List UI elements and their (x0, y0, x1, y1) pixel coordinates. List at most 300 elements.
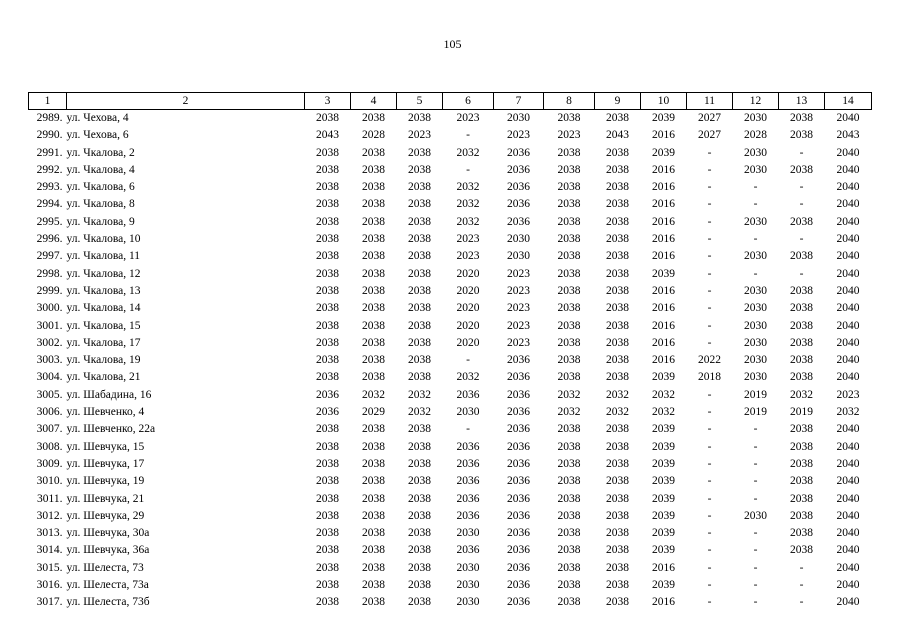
year-cell: 2039 (652, 475, 675, 488)
year-cell: 2038 (408, 492, 431, 505)
year-cell: - (753, 527, 758, 540)
column-header-12: 12 (733, 93, 779, 110)
year-cell: 2038 (606, 492, 629, 505)
row-number: 3015. (36, 561, 63, 574)
address-cell: ул. Чкалова, 2 (66, 146, 135, 159)
year-cell: 2040 (836, 354, 860, 367)
row-number: 3005. (36, 388, 63, 401)
year-cell: 2040 (836, 319, 860, 332)
row-number: 2996. (36, 233, 63, 246)
year-cell: - (753, 579, 758, 592)
year-cell: 2039 (652, 579, 675, 592)
year-cell: 2039 (652, 146, 675, 159)
year-cell: 2038 (606, 215, 629, 228)
year-cell: 2038 (606, 112, 629, 124)
year-cell: 2038 (557, 596, 581, 609)
year-cell: 2038 (316, 267, 339, 280)
year-cell: - (707, 181, 712, 194)
year-cell: 2019 (744, 406, 767, 419)
year-cell: 2040 (836, 371, 860, 384)
year-cell: - (707, 579, 712, 592)
year-cell: 2036 (456, 457, 480, 470)
address-cell: ул. Чкалова, 13 (66, 284, 141, 297)
year-cell: 2038 (362, 302, 385, 315)
year-cell: 2023 (507, 284, 530, 297)
year-cell: 2038 (362, 457, 385, 470)
year-cell: 2038 (316, 475, 339, 488)
table-row (29, 196, 872, 213)
year-cell: 2039 (652, 492, 675, 505)
year-cell: 2038 (790, 544, 813, 557)
year-cell: 2039 (652, 112, 675, 124)
year-cell: 2038 (790, 492, 813, 505)
year-cell: 2038 (557, 544, 581, 557)
year-cell: 2038 (557, 233, 581, 246)
year-cell: 2036 (507, 596, 530, 609)
year-cell: 2038 (606, 544, 629, 557)
year-cell: 2016 (652, 319, 675, 332)
row-number: 2997. (36, 250, 63, 263)
year-cell: 2038 (408, 215, 431, 228)
column-header-2: 2 (67, 93, 305, 110)
table-row (29, 266, 872, 283)
table-row (29, 421, 872, 438)
row-number: 3010. (36, 475, 63, 488)
year-cell: 2038 (362, 596, 385, 609)
year-cell: 2023 (507, 319, 530, 332)
year-cell: 2030 (744, 371, 767, 384)
year-cell: 2038 (790, 284, 813, 297)
year-cell: 2038 (606, 302, 629, 315)
year-cell: 2036 (507, 423, 530, 436)
row-number: 3001. (36, 319, 63, 332)
year-cell: 2038 (408, 336, 431, 349)
year-cell: 2038 (790, 371, 813, 384)
year-cell: 2040 (836, 181, 860, 194)
row-number: 2994. (36, 198, 63, 211)
year-cell: 2038 (557, 475, 581, 488)
year-cell: 2038 (316, 284, 339, 297)
year-cell: 2038 (408, 509, 431, 522)
year-cell: 2038 (362, 267, 385, 280)
year-cell: 2032 (652, 406, 675, 419)
year-cell: - (707, 509, 712, 522)
year-cell: 2036 (507, 181, 530, 194)
year-cell: 2036 (507, 198, 530, 211)
year-cell: 2036 (507, 354, 530, 367)
year-cell: 2038 (557, 284, 581, 297)
year-cell: 2023 (836, 388, 860, 401)
year-cell: - (799, 181, 804, 194)
year-cell: 2036 (456, 492, 480, 505)
year-cell: 2038 (316, 181, 339, 194)
column-header-13: 13 (779, 93, 825, 110)
year-cell: 2038 (362, 319, 385, 332)
year-cell: 2038 (606, 509, 629, 522)
year-cell: 2038 (362, 544, 385, 557)
table-row (29, 335, 872, 352)
address-cell: ул. Шевчука, 29 (66, 509, 145, 522)
row-number: 3007. (36, 423, 63, 436)
year-cell: - (799, 233, 804, 246)
year-cell: 2038 (408, 457, 431, 470)
year-cell: 2038 (557, 492, 581, 505)
year-cell: 2038 (408, 181, 431, 194)
year-cell: 2032 (456, 215, 480, 228)
year-cell: 2030 (744, 354, 767, 367)
column-header-7: 7 (494, 93, 544, 110)
year-cell: - (707, 596, 712, 609)
year-cell: 2038 (557, 181, 581, 194)
year-cell: - (753, 475, 758, 488)
year-cell: 2038 (557, 354, 581, 367)
year-cell: 2023 (507, 336, 530, 349)
year-cell: 2016 (652, 129, 675, 142)
column-header-6: 6 (443, 93, 494, 110)
year-cell: 2036 (507, 371, 530, 384)
row-number: 3013. (36, 527, 63, 540)
year-cell: 2038 (408, 319, 431, 332)
year-cell: 2040 (836, 544, 860, 557)
address-cell: ул. Чкалова, 12 (66, 267, 141, 280)
address-cell: ул. Шевчука, 30а (66, 527, 150, 540)
year-cell: 2038 (362, 579, 385, 592)
year-cell: 2038 (557, 215, 581, 228)
year-cell: 2039 (652, 423, 675, 436)
year-cell: 2036 (456, 509, 480, 522)
address-cell: ул. Чкалова, 9 (66, 215, 135, 228)
year-cell: 2038 (557, 336, 581, 349)
year-cell: 2038 (408, 579, 431, 592)
year-cell: 2038 (408, 527, 431, 540)
year-cell: 2022 (698, 354, 721, 367)
year-cell: 2038 (557, 250, 581, 263)
year-cell: 2043 (836, 129, 860, 142)
address-cell: ул. Чкалова, 14 (66, 302, 141, 315)
year-cell: - (707, 198, 712, 211)
year-cell: - (707, 440, 712, 453)
table-row (29, 473, 872, 490)
year-cell: - (707, 544, 712, 557)
row-number: 2999. (36, 284, 63, 297)
year-cell: 2038 (557, 302, 581, 315)
year-cell: 2038 (606, 284, 629, 297)
year-cell: 2038 (408, 233, 431, 246)
year-cell: 2038 (606, 198, 629, 211)
year-cell: 2038 (362, 215, 385, 228)
year-cell: 2036 (507, 527, 530, 540)
year-cell: 2032 (456, 181, 480, 194)
year-cell: 2038 (790, 112, 813, 124)
year-cell: 2040 (836, 215, 860, 228)
year-cell: - (707, 215, 712, 228)
year-cell: 2039 (652, 457, 675, 470)
year-cell: 2038 (606, 423, 629, 436)
row-number: 3012. (36, 509, 63, 522)
year-cell: 2036 (507, 475, 530, 488)
year-cell: 2038 (790, 457, 813, 470)
table-row (29, 577, 872, 594)
year-cell: 2038 (316, 354, 339, 367)
row-number: 3004. (36, 371, 63, 384)
table-row (29, 214, 872, 231)
year-cell: 2019 (790, 406, 813, 419)
year-cell: 2038 (316, 527, 339, 540)
year-cell: - (799, 267, 804, 280)
year-cell: 2038 (557, 319, 581, 332)
year-cell: 2040 (836, 267, 860, 280)
year-cell: 2038 (408, 163, 431, 176)
year-cell: 2038 (606, 336, 629, 349)
year-cell: - (753, 561, 758, 574)
year-cell: - (707, 561, 712, 574)
address-cell: ул. Шабадина, 16 (66, 388, 152, 401)
year-cell: 2016 (652, 336, 675, 349)
year-cell: 2038 (316, 492, 339, 505)
column-header-1: 1 (29, 93, 67, 110)
address-cell: ул. Шевченко, 4 (66, 406, 145, 419)
year-cell: 2023 (507, 267, 530, 280)
year-cell: 2036 (507, 440, 530, 453)
year-cell: 2038 (408, 250, 431, 263)
year-cell: - (466, 354, 470, 367)
year-cell: 2032 (652, 388, 675, 401)
year-cell: 2036 (507, 388, 530, 401)
year-cell: 2020 (456, 267, 480, 280)
row-number: 3003. (36, 354, 63, 367)
year-cell: 2038 (790, 129, 813, 142)
year-cell: - (753, 233, 758, 246)
year-cell: 2030 (744, 112, 767, 124)
year-cell: 2038 (408, 423, 431, 436)
year-cell: - (753, 544, 758, 557)
year-cell: - (753, 423, 758, 436)
year-cell: 2030 (507, 233, 530, 246)
year-cell: - (707, 492, 712, 505)
year-cell: - (799, 146, 804, 159)
table-row (29, 283, 872, 300)
year-cell: 2038 (362, 146, 385, 159)
address-cell: ул. Шелеста, 73а (66, 579, 149, 592)
year-cell: 2036 (507, 215, 530, 228)
year-cell: 2036 (507, 163, 530, 176)
year-cell: - (799, 579, 804, 592)
year-cell: 2040 (836, 233, 860, 246)
year-cell: 2016 (652, 163, 675, 176)
year-cell: 2038 (316, 371, 339, 384)
year-cell: 2016 (652, 198, 675, 211)
year-cell: 2040 (836, 596, 860, 609)
year-cell: 2040 (836, 198, 860, 211)
year-cell: - (753, 198, 758, 211)
year-cell: 2038 (606, 267, 629, 280)
year-cell: 2036 (507, 579, 530, 592)
year-cell: 2016 (652, 596, 675, 609)
year-cell: 2036 (507, 406, 530, 419)
address-cell: ул. Чкалова, 15 (66, 319, 141, 332)
row-number: 3014. (36, 544, 63, 557)
year-cell: 2038 (790, 215, 813, 228)
year-cell: 2038 (362, 233, 385, 246)
year-cell: 2038 (362, 475, 385, 488)
year-cell: 2038 (408, 371, 431, 384)
year-cell: 2038 (790, 250, 813, 263)
row-number: 3009. (36, 457, 63, 470)
row-number: 3016. (36, 579, 63, 592)
address-cell: ул. Шелеста, 73 (66, 561, 144, 574)
year-cell: 2040 (836, 509, 860, 522)
year-cell: 2030 (456, 527, 480, 540)
year-cell: - (753, 596, 758, 609)
year-cell: 2020 (456, 302, 480, 315)
year-cell: - (707, 406, 712, 419)
year-cell: 2038 (606, 354, 629, 367)
year-cell: 2038 (408, 146, 431, 159)
table-row (29, 179, 872, 196)
year-cell: 2023 (557, 129, 581, 142)
address-cell: ул. Шевчука, 17 (66, 457, 145, 470)
address-cell: ул. Чкалова, 11 (66, 250, 141, 263)
year-cell: 2038 (790, 336, 813, 349)
year-cell: 2023 (507, 129, 530, 142)
year-cell: - (707, 250, 712, 263)
year-cell: 2038 (790, 527, 813, 540)
year-cell: - (707, 233, 712, 246)
year-cell: - (466, 163, 470, 176)
year-cell: 2040 (836, 163, 860, 176)
year-cell: 2038 (606, 440, 629, 453)
year-cell: 2032 (456, 146, 480, 159)
year-cell: 2039 (652, 509, 675, 522)
year-cell: 2030 (744, 319, 767, 332)
column-header-14: 14 (825, 93, 872, 110)
row-number: 3017. (36, 596, 63, 609)
year-cell: 2038 (606, 596, 629, 609)
year-cell: 2030 (744, 146, 767, 159)
table-row (29, 162, 872, 179)
year-cell: 2040 (836, 492, 860, 505)
year-cell: 2030 (744, 163, 767, 176)
year-cell: 2030 (744, 215, 767, 228)
table-row (29, 231, 872, 248)
table-row (29, 318, 872, 335)
year-cell: 2038 (606, 319, 629, 332)
year-cell: 2038 (408, 440, 431, 453)
address-cell: ул. Чехова, 6 (66, 129, 129, 142)
year-cell: 2038 (408, 561, 431, 574)
year-cell: 2032 (790, 388, 813, 401)
year-cell: 2036 (507, 492, 530, 505)
address-cell: ул. Чкалова, 6 (66, 181, 135, 194)
row-number: 2992. (36, 163, 63, 176)
year-cell: 2038 (316, 302, 339, 315)
year-cell: 2032 (456, 198, 480, 211)
year-cell: 2030 (744, 284, 767, 297)
year-cell: 2020 (456, 319, 480, 332)
year-cell: 2038 (362, 509, 385, 522)
year-cell: 2038 (362, 163, 385, 176)
year-cell: 2032 (606, 406, 629, 419)
year-cell: 2023 (456, 250, 480, 263)
year-cell: - (707, 319, 712, 332)
column-header-4: 4 (351, 93, 397, 110)
year-cell: 2038 (362, 527, 385, 540)
year-cell: 2040 (836, 527, 860, 540)
year-cell: 2038 (316, 423, 339, 436)
year-cell: 2038 (408, 284, 431, 297)
address-cell: ул. Шевчука, 19 (66, 475, 145, 488)
year-cell: 2038 (362, 336, 385, 349)
year-cell: 2032 (456, 371, 480, 384)
year-cell: 2030 (744, 336, 767, 349)
table-row (29, 127, 872, 144)
year-cell: 2038 (790, 163, 813, 176)
year-cell: 2036 (456, 440, 480, 453)
year-cell: 2038 (557, 112, 581, 124)
year-cell: 2038 (362, 561, 385, 574)
year-cell: 2023 (507, 302, 530, 315)
year-cell: 2036 (507, 544, 530, 557)
column-header-5: 5 (397, 93, 443, 110)
year-cell: 2038 (557, 146, 581, 159)
year-cell: 2040 (836, 561, 860, 574)
year-cell: 2032 (836, 406, 860, 419)
year-cell: 2038 (557, 440, 581, 453)
year-cell: - (753, 440, 758, 453)
year-cell: 2040 (836, 250, 860, 263)
table-row (29, 145, 872, 162)
year-cell: 2016 (652, 354, 675, 367)
year-cell: 2016 (652, 215, 675, 228)
table-row (29, 110, 872, 128)
year-cell: - (707, 267, 712, 280)
year-cell: 2020 (456, 284, 480, 297)
table-row (29, 404, 872, 421)
year-cell: 2038 (790, 354, 813, 367)
year-cell: 2040 (836, 475, 860, 488)
year-cell: 2016 (652, 181, 675, 194)
row-number: 2998. (36, 267, 63, 280)
year-cell: 2028 (362, 129, 385, 142)
header-row (29, 93, 872, 110)
address-cell: ул. Чкалова, 17 (66, 336, 141, 349)
year-cell: 2039 (652, 527, 675, 540)
year-cell: 2039 (652, 371, 675, 384)
year-cell: 2038 (316, 146, 339, 159)
year-cell: 2038 (316, 198, 339, 211)
year-cell: 2016 (652, 302, 675, 315)
year-cell: 2038 (316, 544, 339, 557)
year-cell: 2038 (316, 250, 339, 263)
year-cell: 2016 (652, 250, 675, 263)
year-cell: 2038 (790, 319, 813, 332)
year-cell: - (466, 423, 470, 436)
year-cell: 2038 (316, 509, 339, 522)
year-cell: 2038 (408, 112, 431, 124)
year-cell: - (753, 267, 758, 280)
row-number: 3000. (36, 302, 63, 315)
row-number: 2991. (36, 146, 63, 159)
row-number: 3008. (36, 440, 63, 453)
row-number: 2990. (36, 129, 63, 142)
year-cell: - (753, 492, 758, 505)
year-cell: 2038 (606, 475, 629, 488)
year-cell: 2038 (606, 579, 629, 592)
year-cell: 2038 (606, 561, 629, 574)
year-cell: 2038 (408, 198, 431, 211)
address-cell: ул. Чехова, 4 (66, 112, 129, 124)
row-number: 2989. (36, 112, 63, 124)
